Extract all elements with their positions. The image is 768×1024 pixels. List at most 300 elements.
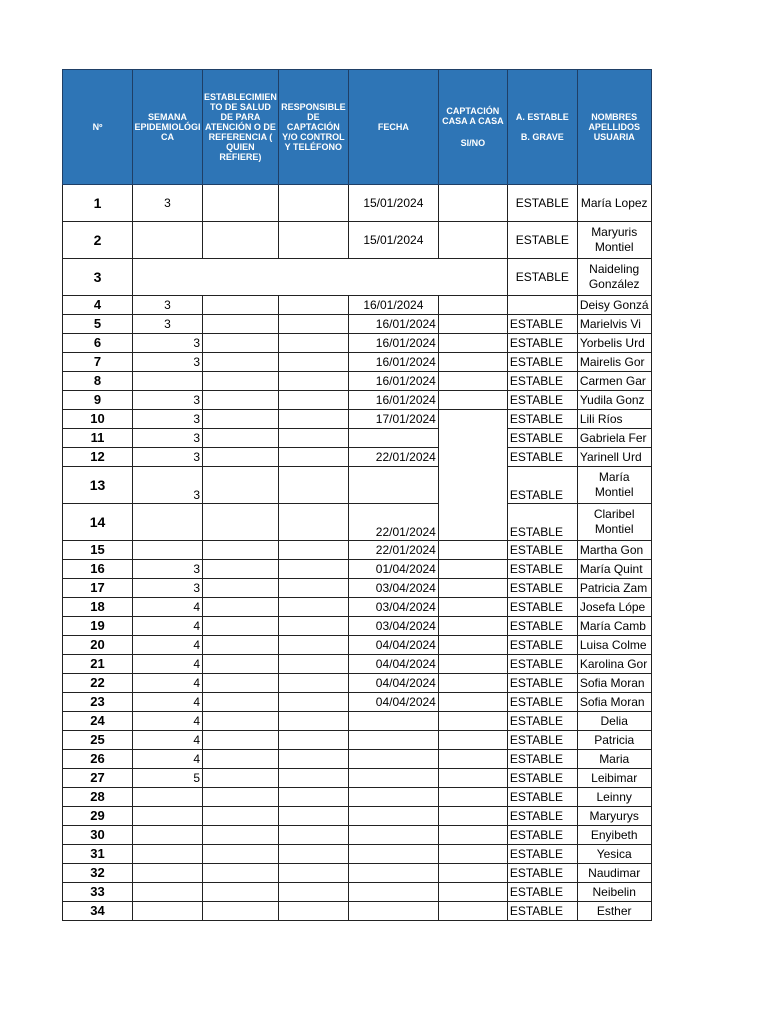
- table-row: [63, 334, 652, 353]
- row-establecimiento: [203, 788, 279, 807]
- row-responsable: [278, 693, 348, 712]
- row-captacion: [438, 598, 507, 617]
- row-estado: ESTABLE: [507, 541, 577, 560]
- row-nombre: Maryuris Montiel: [577, 222, 651, 259]
- row-estado: ESTABLE: [507, 845, 577, 864]
- row-fecha: [348, 769, 438, 788]
- table-row: [63, 579, 652, 598]
- row-nombre: Naideling González: [577, 259, 651, 296]
- row-nombre: Yesica: [577, 845, 651, 864]
- row-responsable: [278, 655, 348, 674]
- row-nombre: Carmen Gar: [577, 372, 651, 391]
- row-responsable: [278, 598, 348, 617]
- row-establecimiento: [203, 693, 279, 712]
- table-row: [63, 222, 652, 259]
- row-estado: ESTABLE: [507, 902, 577, 921]
- row-number: 4: [63, 296, 133, 315]
- row-estado: ESTABLE: [507, 353, 577, 372]
- row-estado: ESTABLE: [507, 883, 577, 902]
- table-row: [63, 467, 652, 504]
- row-nombre: Karolina Gor: [577, 655, 651, 674]
- row-number: 5: [63, 315, 133, 334]
- row-number: 9: [63, 391, 133, 410]
- row-semana: 4: [133, 636, 203, 655]
- row-fecha: 15/01/2024: [348, 185, 438, 222]
- row-fecha: 16/01/2024: [348, 391, 438, 410]
- row-semana: [133, 541, 203, 560]
- row-estado: ESTABLE: [507, 222, 577, 259]
- row-number: 3: [63, 259, 133, 296]
- row-estado: ESTABLE: [507, 655, 577, 674]
- row-responsable: [278, 410, 348, 429]
- row-nombre: Martha Gon: [577, 541, 651, 560]
- table-row: [63, 807, 652, 826]
- row-establecimiento: [203, 864, 279, 883]
- row-establecimiento: [203, 467, 279, 504]
- row-nombre: Yorbelis Urd: [577, 334, 651, 353]
- row-nombre: Luisa Colme: [577, 636, 651, 655]
- row-nombre: Sofia Moran: [577, 693, 651, 712]
- row-establecimiento: [203, 579, 279, 598]
- row-number: 15: [63, 541, 133, 560]
- row-responsable: [278, 541, 348, 560]
- row-nombre: Deisy Gonzá: [577, 296, 651, 315]
- row-fecha: [348, 750, 438, 769]
- row-fecha: [348, 826, 438, 845]
- row-semana: 3: [133, 353, 203, 372]
- row-number: 7: [63, 353, 133, 372]
- row-semana: 3: [133, 429, 203, 448]
- row-estado: ESTABLE: [507, 448, 577, 467]
- row-establecimiento: [203, 617, 279, 636]
- row-establecimiento: [203, 222, 279, 259]
- row-estado: ESTABLE: [507, 693, 577, 712]
- row-number: 34: [63, 902, 133, 921]
- row-semana: 3: [133, 467, 203, 504]
- table-row: [63, 296, 652, 315]
- row-fecha: [348, 807, 438, 826]
- row-establecimiento: [203, 807, 279, 826]
- row-semana: 3: [133, 391, 203, 410]
- row-nombre: Maria: [577, 750, 651, 769]
- table-row: [63, 902, 652, 921]
- row-responsable: [278, 429, 348, 448]
- table-row: [63, 315, 652, 334]
- row-captacion: [438, 864, 507, 883]
- row-fecha: 03/04/2024: [348, 579, 438, 598]
- row-fecha: 15/01/2024: [348, 222, 438, 259]
- row-number: 16: [63, 560, 133, 579]
- row-semana: 3: [133, 560, 203, 579]
- row-responsable: [278, 750, 348, 769]
- row-establecimiento: [203, 750, 279, 769]
- row-fecha: [348, 429, 438, 448]
- table-row: [63, 429, 652, 448]
- row-establecimiento: [203, 334, 279, 353]
- row-fecha: 03/04/2024: [348, 598, 438, 617]
- row-establecimiento: [203, 655, 279, 674]
- row-captacion: [438, 579, 507, 598]
- row-estado: ESTABLE: [507, 617, 577, 636]
- row-number: 31: [63, 845, 133, 864]
- header-responsable: RESPONSIBLE DE CAPTACIÓN Y/O CONTROL Y TELÉFONO: [278, 70, 348, 185]
- table-row: [63, 883, 652, 902]
- row-establecimiento: [203, 448, 279, 467]
- row-nombre: Patricia: [577, 731, 651, 750]
- row-semana: 4: [133, 731, 203, 750]
- row-number: 14: [63, 504, 133, 541]
- row-captacion: [438, 712, 507, 731]
- table-row: [63, 769, 652, 788]
- row-captacion: [438, 410, 507, 429]
- row-number: 25: [63, 731, 133, 750]
- row-semana: 3: [133, 579, 203, 598]
- row-fecha: [348, 902, 438, 921]
- row-estado: ESTABLE: [507, 372, 577, 391]
- row-captacion: [438, 807, 507, 826]
- row-estado: ESTABLE: [507, 598, 577, 617]
- row-establecimiento: [203, 636, 279, 655]
- row-nombre: Sofia Moran: [577, 674, 651, 693]
- row-responsable: [278, 731, 348, 750]
- row-nombre: María Montiel: [577, 467, 651, 504]
- row-responsable: [278, 902, 348, 921]
- row-captacion: [438, 845, 507, 864]
- row-semana: 4: [133, 712, 203, 731]
- row-estado: ESTABLE: [507, 579, 577, 598]
- row-responsable: [278, 296, 348, 315]
- row-captacion: [438, 429, 507, 448]
- table-row: [63, 712, 652, 731]
- header-captacion: [438, 70, 507, 185]
- row-establecimiento: [203, 185, 279, 222]
- row-captacion: [438, 674, 507, 693]
- row-number: 20: [63, 636, 133, 655]
- row-fecha: 16/01/2024: [348, 372, 438, 391]
- row-estado: ESTABLE: [507, 429, 577, 448]
- row-captacion: [438, 334, 507, 353]
- row-responsable: [278, 617, 348, 636]
- row-fecha: [348, 731, 438, 750]
- row-captacion: [438, 222, 507, 259]
- row-captacion: [438, 296, 507, 315]
- table-row: [63, 448, 652, 467]
- row-fecha: 22/01/2024: [348, 448, 438, 467]
- row-establecimiento: [203, 315, 279, 334]
- row-estado: ESTABLE: [507, 560, 577, 579]
- row-fecha: 04/04/2024: [348, 693, 438, 712]
- table-row: [63, 845, 652, 864]
- table-row: [63, 826, 652, 845]
- table-row: [63, 353, 652, 372]
- row-responsable: [278, 504, 348, 541]
- row-fecha: [348, 864, 438, 883]
- header-estado: [507, 70, 577, 185]
- row-captacion: [438, 315, 507, 334]
- row-semana: 3: [133, 334, 203, 353]
- row-semana: [133, 504, 203, 541]
- row-responsable: [278, 636, 348, 655]
- row-estado: ESTABLE: [507, 467, 577, 504]
- table-row: [63, 788, 652, 807]
- table-row: [63, 410, 652, 429]
- row-fecha: 16/01/2024: [348, 353, 438, 372]
- row-fecha: 03/04/2024: [348, 617, 438, 636]
- row-establecimiento: [203, 883, 279, 902]
- row-number: 26: [63, 750, 133, 769]
- row-establecimiento: [203, 391, 279, 410]
- row-establecimiento: [203, 598, 279, 617]
- row-captacion: [438, 655, 507, 674]
- row-nombre: Enyibeth: [577, 826, 651, 845]
- table-row: [63, 504, 652, 541]
- row-fecha: [348, 845, 438, 864]
- row-semana: [133, 807, 203, 826]
- row-estado: ESTABLE: [507, 504, 577, 541]
- row-nombre: Claribel Montiel: [577, 504, 651, 541]
- row-semana: [133, 902, 203, 921]
- header-semana: SEMANA EPIDEMIOLÓGI CA: [133, 70, 203, 185]
- row-estado: ESTABLE: [507, 788, 577, 807]
- row-nombre: Leinny: [577, 788, 651, 807]
- row-semana: 4: [133, 598, 203, 617]
- row-semana: [133, 222, 203, 259]
- row-semana: 4: [133, 617, 203, 636]
- row-estado: ESTABLE: [507, 731, 577, 750]
- row-captacion: [438, 372, 507, 391]
- row-captacion: [438, 826, 507, 845]
- row-estado: ESTABLE: [507, 334, 577, 353]
- row-establecimiento: [203, 674, 279, 693]
- table-row: [63, 372, 652, 391]
- row-responsable: [278, 712, 348, 731]
- row-responsable: [278, 883, 348, 902]
- row-semana: 3: [133, 448, 203, 467]
- row-nombre: Marielvis Vi: [577, 315, 651, 334]
- table-row: [63, 391, 652, 410]
- row-nombre: Leibimar: [577, 769, 651, 788]
- row-nombre: Gabriela Fer: [577, 429, 651, 448]
- row-establecimiento: [203, 296, 279, 315]
- header-establecimiento: ESTABLECIMIEN TO DE SALUD DE PARA ATENCIÓN O DE REFERENCIA ( QUIEN REFIERE): [203, 70, 279, 185]
- table-row: [63, 693, 652, 712]
- table-row: [63, 636, 652, 655]
- row-number: 23: [63, 693, 133, 712]
- row-number: 19: [63, 617, 133, 636]
- row-estado: ESTABLE: [507, 259, 577, 296]
- row-nombre: Mairelis Gor: [577, 353, 651, 372]
- row-establecimiento: [203, 769, 279, 788]
- table-row: [63, 674, 652, 693]
- row-responsable: [278, 334, 348, 353]
- row-responsable: [278, 353, 348, 372]
- row-captacion: [438, 902, 507, 921]
- row-nombre: Naudimar: [577, 864, 651, 883]
- header-estado-b: B. GRAVE: [520, 132, 564, 142]
- row-semana: [133, 864, 203, 883]
- table-row: [63, 617, 652, 636]
- row-semana: 3: [133, 296, 203, 315]
- row-captacion: [438, 769, 507, 788]
- table-row: [63, 731, 652, 750]
- row-number: 21: [63, 655, 133, 674]
- row-establecimiento: [203, 826, 279, 845]
- row-establecimiento: [203, 429, 279, 448]
- row-captacion: [438, 391, 507, 410]
- table-row: [63, 598, 652, 617]
- row-fecha: 17/01/2024: [348, 410, 438, 429]
- row-number: 10: [63, 410, 133, 429]
- row-estado: ESTABLE: [507, 391, 577, 410]
- table-row: [63, 259, 652, 296]
- row-captacion: [438, 693, 507, 712]
- row-semana: 3: [133, 315, 203, 334]
- header-captacion-title: CAPTACIÓN CASA A CASA: [442, 106, 504, 126]
- row-establecimiento: [203, 410, 279, 429]
- row-nombre: Delia: [577, 712, 651, 731]
- row-fecha: 01/04/2024: [348, 560, 438, 579]
- row-fecha: [348, 788, 438, 807]
- row-responsable: [278, 788, 348, 807]
- row-captacion: [438, 883, 507, 902]
- row-establecimiento: [203, 712, 279, 731]
- row-nombre: María Lopez: [577, 185, 651, 222]
- row-number: 27: [63, 769, 133, 788]
- row-fecha: 04/04/2024: [348, 674, 438, 693]
- row-nombre: Lili Ríos: [577, 410, 651, 429]
- patients-table: [62, 69, 652, 921]
- row-nombre: Yarinell Urd: [577, 448, 651, 467]
- row-fecha: 04/04/2024: [348, 655, 438, 674]
- row-number: 22: [63, 674, 133, 693]
- row-number: 2: [63, 222, 133, 259]
- table-row: [63, 750, 652, 769]
- row-nombre: María Quint: [577, 560, 651, 579]
- row-responsable: [278, 185, 348, 222]
- table-row: [63, 655, 652, 674]
- row-establecimiento: [203, 372, 279, 391]
- row-responsable: [278, 769, 348, 788]
- row-captacion: [438, 448, 507, 467]
- row-number: 28: [63, 788, 133, 807]
- row-establecimiento: [203, 560, 279, 579]
- row-captacion: [438, 617, 507, 636]
- row-establecimiento: [203, 541, 279, 560]
- row-number: 24: [63, 712, 133, 731]
- row-number: 29: [63, 807, 133, 826]
- row-estado: ESTABLE: [507, 807, 577, 826]
- row-number: 18: [63, 598, 133, 617]
- row-captacion: [438, 636, 507, 655]
- row-semana: [133, 826, 203, 845]
- row-fecha: 16/01/2024: [348, 315, 438, 334]
- row-semana: [133, 883, 203, 902]
- row-semana: 4: [133, 693, 203, 712]
- row-captacion: [438, 353, 507, 372]
- row-number: 11: [63, 429, 133, 448]
- table-row: [63, 541, 652, 560]
- row-nombre: María Camb: [577, 617, 651, 636]
- row-nombre: Josefa Lópe: [577, 598, 651, 617]
- row-estado: ESTABLE: [507, 410, 577, 429]
- table-row: [63, 864, 652, 883]
- row-responsable: [278, 467, 348, 504]
- row-semana: [133, 788, 203, 807]
- row-fecha: 16/01/2024: [348, 334, 438, 353]
- header-estado-a: A. ESTABLE: [515, 112, 569, 122]
- row-number: 13: [63, 467, 133, 504]
- row-fecha: 04/04/2024: [348, 636, 438, 655]
- row-establecimiento: [203, 731, 279, 750]
- row-semana: 4: [133, 750, 203, 769]
- row-number: 32: [63, 864, 133, 883]
- row-estado: ESTABLE: [507, 674, 577, 693]
- row-estado: ESTABLE: [507, 185, 577, 222]
- row-number: 17: [63, 579, 133, 598]
- row-captacion: [438, 731, 507, 750]
- header-row: [63, 70, 652, 185]
- row-establecimiento: [203, 845, 279, 864]
- row-captacion: [438, 750, 507, 769]
- row-establecimiento: [203, 902, 279, 921]
- row-nombre: Maryurys: [577, 807, 651, 826]
- row-fecha: [348, 712, 438, 731]
- row-semana: 3: [133, 410, 203, 429]
- row-responsable: [278, 579, 348, 598]
- row-semana: 4: [133, 674, 203, 693]
- row-estado: ESTABLE: [507, 315, 577, 334]
- row-establecimiento: [203, 353, 279, 372]
- row-semana: [133, 372, 203, 391]
- row-responsable: [278, 807, 348, 826]
- row-responsable: [278, 826, 348, 845]
- row-fecha: 16/01/2024: [348, 296, 438, 315]
- row-nombre: Patricia Zam: [577, 579, 651, 598]
- row-semana: 3: [133, 185, 203, 222]
- row-captacion: [438, 467, 507, 504]
- row-nombre: Esther: [577, 902, 651, 921]
- row-number: 33: [63, 883, 133, 902]
- row-estado: ESTABLE: [507, 826, 577, 845]
- row-estado: ESTABLE: [507, 864, 577, 883]
- row-semana: 4: [133, 655, 203, 674]
- row-nombre: Yudila Gonz: [577, 391, 651, 410]
- row-fecha: [348, 883, 438, 902]
- table-row: [63, 185, 652, 222]
- row-responsable: [278, 222, 348, 259]
- header-fecha: FECHA: [348, 70, 438, 185]
- row-estado: ESTABLE: [507, 636, 577, 655]
- row-responsable: [278, 315, 348, 334]
- row-estado: ESTABLE: [507, 750, 577, 769]
- row-captacion: [438, 185, 507, 222]
- row-number: 12: [63, 448, 133, 467]
- row-number: 1: [63, 185, 133, 222]
- row-responsable: [278, 845, 348, 864]
- header-n: Nº: [63, 70, 133, 185]
- row-responsable: [278, 864, 348, 883]
- row-semana: 5: [133, 769, 203, 788]
- header-captacion-sino: SI/NO: [460, 138, 486, 148]
- row-nombre: Neibelin: [577, 883, 651, 902]
- row-blank-merged: [133, 259, 508, 296]
- row-responsable: [278, 674, 348, 693]
- row-number: 6: [63, 334, 133, 353]
- row-estado: [507, 296, 577, 315]
- row-responsable: [278, 560, 348, 579]
- row-fecha: 22/01/2024: [348, 504, 438, 541]
- table-row: [63, 560, 652, 579]
